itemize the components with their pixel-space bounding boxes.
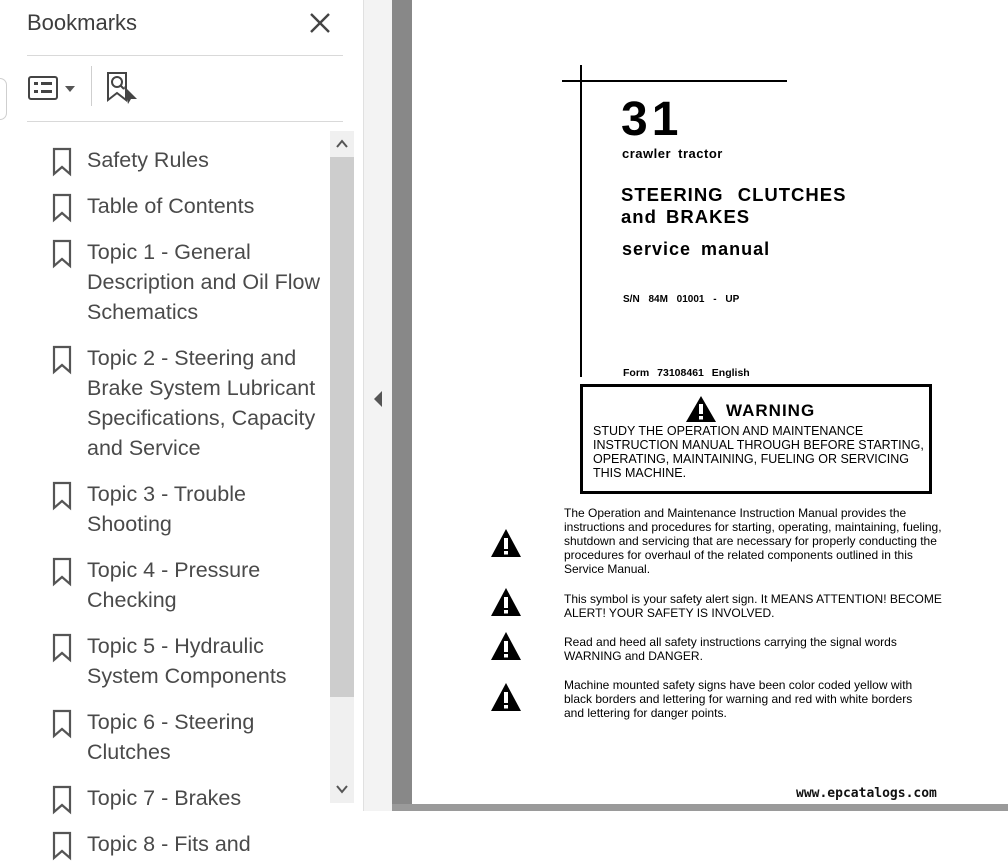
warning-triangle-icon [685,395,717,423]
title-rule-vertical [580,65,582,377]
find-current-bookmark-icon [104,70,140,106]
bookmark-item[interactable] [0,822,328,868]
paragraph [564,592,974,620]
bookmark-label [87,237,327,327]
model-number: 31 [621,93,683,146]
bookmark-label-line: Specifications, Capacity [87,406,316,430]
bookmark-item[interactable] [0,230,328,336]
bookmark-list [0,130,328,856]
collapse-left-icon [371,388,385,410]
bookmarks-panel [0,0,363,856]
warning-line: OPERATING, MAINTAINING, FUELING OR SERVICING [593,452,910,466]
bookmark-label-line: Schematics [87,300,199,324]
paragraph-line: shutdown and servicing that are necessary for properly conducting the [564,534,937,548]
paragraph [564,506,974,576]
document-bottom-edge [392,804,1008,811]
bookmark-label-line: Topic 4 - Pressure [87,558,261,582]
toolbar-divider [91,66,92,106]
bookmark-label [87,191,327,221]
bookmark-label-line: Checking [87,588,177,612]
panel-header-divider [27,55,343,56]
bookmark-item[interactable] [0,184,328,230]
bookmark-item[interactable] [0,700,328,776]
bookmark-options-button[interactable] [27,73,77,103]
warning-text [593,424,933,480]
bookmark-label-line: and Service [87,436,201,460]
bookmark-icon [52,147,72,177]
paragraph-line: procedures for overhaul of the related components outlined in this [564,548,913,562]
bookmark-icon [52,481,72,511]
scroll-down-button[interactable] [330,775,354,803]
serial-number: S/N 84M 01001 - UP [623,294,740,305]
title-rule-horizontal [562,80,787,82]
document-title-line-2: and BRAKES [621,206,751,227]
safety-alert-icon [490,682,522,712]
model-name: crawler tractor [622,146,723,161]
bookmark-item[interactable] [0,624,328,700]
bookmark-label [87,707,327,767]
warning-line: INSTRUCTION MANUAL THROUGH BEFORE STARTING, [593,438,924,452]
warning-box [580,384,932,494]
bookmark-scrollbar[interactable] [330,131,354,803]
bookmark-item[interactable] [0,776,328,822]
bookmark-label-line: Topic 1 - General [87,240,251,264]
safety-alert-icon [490,631,522,661]
bookmark-icon [52,709,72,739]
list-options-icon [27,73,77,103]
paragraph-line: instructions and procedures for starting, operating, maintaining, fueling, [564,520,942,534]
warning-title: WARNING [726,401,816,420]
bookmark-item[interactable] [0,138,328,184]
bookmark-label [87,479,327,539]
form-number: Form 73108461 English [623,367,750,379]
paragraph [564,635,974,663]
paragraph-line: Machine mounted safety signs have been color coded yellow with [564,678,913,692]
bookmark-label-line: Topic 2 - Steering and [87,346,297,370]
bookmark-label-line: Clutches [87,740,171,764]
bookmark-icon [52,633,72,663]
close-icon [306,8,334,38]
paragraph-line: and lettering for danger points. [564,706,727,720]
bookmark-icon [52,831,72,861]
bookmark-label-line: Table of Contents [87,194,255,218]
chevron-up-icon [330,131,354,157]
bookmark-label-line: System Components [87,664,287,688]
safety-alert-icon [490,528,522,558]
manual-type: service manual [622,239,771,259]
paragraph-line: Service Manual. [564,562,651,576]
bookmark-label [87,145,327,175]
panel-title: Bookmarks [27,10,138,35]
bookmark-label-line: Brake System Lubricant [87,376,316,400]
close-panel-button[interactable] [306,8,334,38]
warning-line: THIS MACHINE. [593,466,687,480]
safety-alert-icon [490,587,522,617]
bookmark-label [87,829,327,859]
bookmark-icon [52,239,72,269]
bookmark-label-line: Topic 5 - Hydraulic [87,634,264,658]
bookmark-label-line: Shooting [87,512,172,536]
bookmark-label-line: Description and Oil Flow [87,270,321,294]
bookmark-label-line: Topic 8 - Fits and [87,832,251,856]
bookmark-label [87,783,327,813]
bookmark-icon [52,557,72,587]
chevron-down-icon [65,86,75,92]
scroll-up-button[interactable] [330,131,354,157]
bookmark-icon [52,193,72,223]
bookmark-label [87,555,327,615]
toolbar-bottom-divider [27,121,343,122]
watermark-text: www.epcatalogs.com [796,786,937,801]
bookmark-label [87,343,327,463]
paragraph-line: black borders and lettering for warning and red with white borders [564,692,913,706]
paragraph-line: This symbol is your safety alert sign. It MEANS ATTENTION! BECOME [564,592,942,606]
bookmark-label-line: Topic 3 - Trouble [87,482,246,506]
bookmark-label-line: Topic 7 - Brakes [87,786,242,810]
bookmark-label-line: Topic 6 - Steering [87,710,255,734]
paragraph-line: ALERT! YOUR SAFETY IS INVOLVED. [564,606,775,620]
bookmark-label [87,631,327,691]
paragraph-line: Read and heed all safety instructions carrying the signal words [564,635,897,649]
bookmark-item[interactable] [0,472,328,548]
panel-edge-handle [0,78,7,120]
bookmark-icon [52,345,72,375]
find-current-bookmark-button[interactable] [104,70,140,106]
bookmark-label-line: Safety Rules [87,148,209,172]
paragraph [564,678,974,720]
document-page [412,0,1008,804]
bookmark-item[interactable] [0,336,328,472]
scroll-thumb[interactable] [330,157,354,697]
collapse-panel-button[interactable] [371,388,385,410]
paragraph-line: WARNING and DANGER. [564,649,703,663]
paragraph-line: The Operation and Maintenance Instruction Manual provides the [564,506,907,520]
panel-splitter[interactable] [363,0,392,811]
warning-line: STUDY THE OPERATION AND MAINTENANCE [593,424,864,438]
chevron-down-icon [330,775,354,803]
bookmark-item[interactable] [0,548,328,624]
document-title-line-1: STEERING CLUTCHES [621,184,847,205]
bookmark-icon [52,785,72,815]
